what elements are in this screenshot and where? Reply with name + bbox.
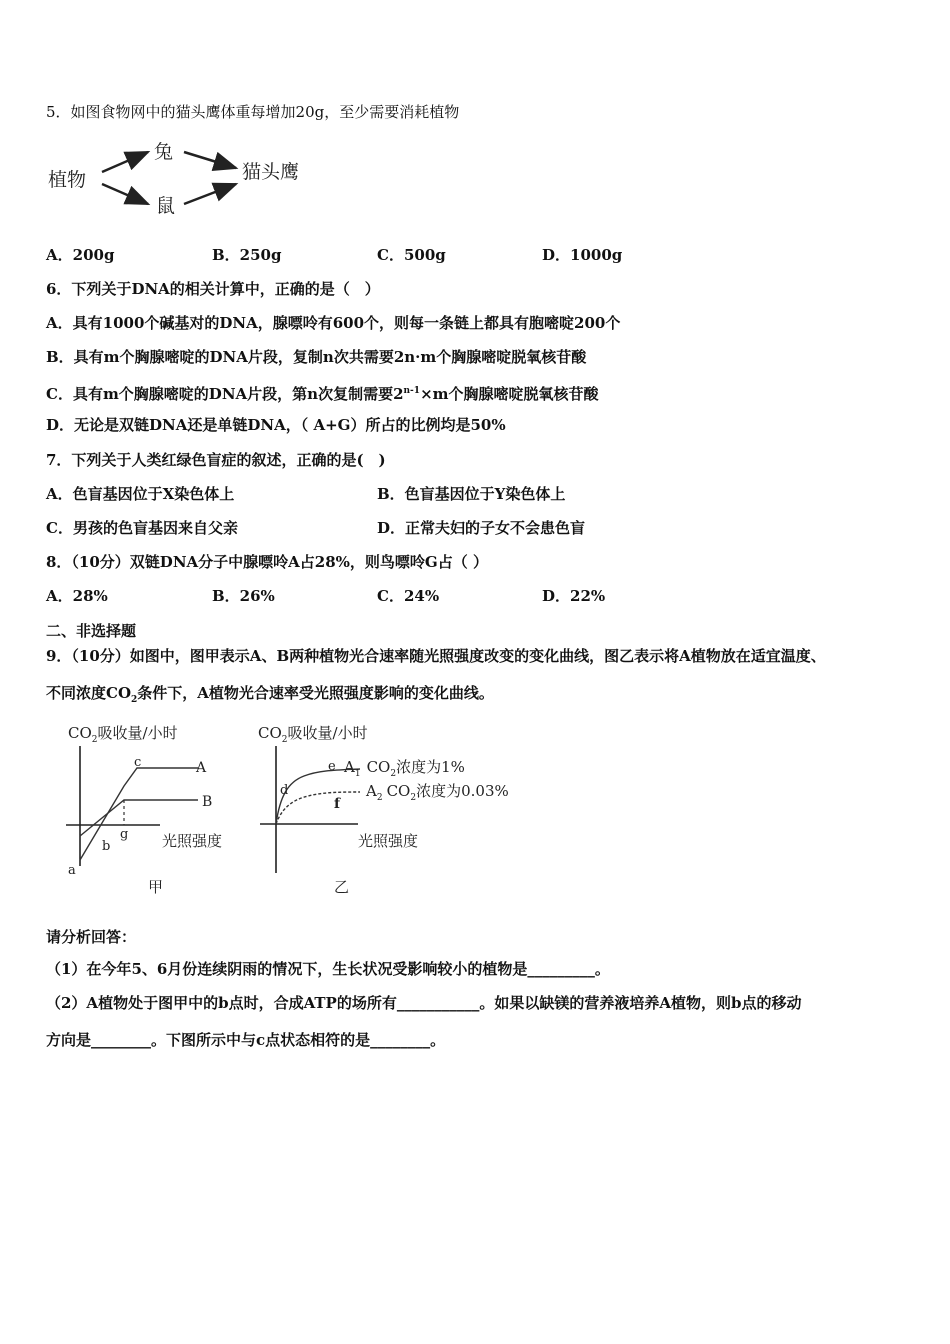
q7-stem: 7．下列关于人类红绿色盲症的叙述，正确的是( ) bbox=[46, 451, 386, 469]
jia-caption: 甲 bbox=[148, 878, 164, 896]
q9-part2-line2: 方向是________。下图所示中与c点状态相符的是________。 bbox=[46, 1031, 446, 1049]
jia-ylabel: $CO_2$吸收量/小时 bbox=[68, 724, 178, 745]
q9-part1: （1）在今年5、6月份连续阴雨的情况下，生长状况受影响较小的植物是_________。 bbox=[46, 960, 610, 978]
q7-option-d: D．正常夫妇的子女不会患色盲 bbox=[377, 519, 586, 537]
yi-label-f: f bbox=[334, 796, 341, 812]
arrow-plant-mouse bbox=[102, 184, 148, 204]
q9-stem-line1: 9．（10分）如图中，图甲表示A、B两种植物光合速率随光照强度改变的变化曲线，图乙表示将A植物放在适宜温度、 bbox=[46, 647, 826, 665]
q5-option-b: B．250g bbox=[212, 246, 282, 264]
q7-option-a: A．色盲基因位于X染色体上 bbox=[46, 485, 235, 503]
q5-option-c: C．500g bbox=[377, 246, 446, 264]
arrow-rabbit-owl bbox=[184, 152, 236, 168]
jia-label-c: c bbox=[134, 755, 142, 770]
q6-option-c: C．具有m个胸腺嘧啶的DNA片段，第n次复制需要$2^{n-1}\times m$个胸腺嘧啶脱氧核苷酸 bbox=[46, 385, 599, 403]
q8-option-a: A．28% bbox=[46, 587, 108, 605]
web-mouse: 鼠 bbox=[156, 195, 176, 217]
q6-option-b: B．具有m个胸腺嘧啶的DNA片段，复制n次共需要2n·m个胸腺嘧啶脱氧核苷酸 bbox=[46, 348, 587, 366]
q5-option-a: A．200g bbox=[46, 246, 115, 264]
yi-curve-a1 bbox=[276, 769, 360, 824]
jia-label-b: b bbox=[102, 839, 111, 854]
web-owl: 猫头鹰 bbox=[242, 161, 300, 183]
q7-options-row2 bbox=[46, 518, 585, 538]
q7-option-c: C．男孩的色盲基因来自父亲 bbox=[46, 519, 238, 537]
yi-legend-a1: $A_1$ $CO_2$浓度为1% bbox=[344, 758, 465, 779]
figure-yi bbox=[256, 718, 536, 898]
arrow-plant-rabbit bbox=[102, 152, 148, 172]
jia-xlabel: 光照强度 bbox=[162, 832, 223, 850]
yi-label-d: d bbox=[280, 783, 289, 798]
q7-option-b: B．色盲基因位于Y染色体上 bbox=[377, 485, 566, 503]
yi-legend-a2: $A_2$ $CO_2$浓度为0.03% bbox=[366, 782, 509, 803]
food-web-diagram bbox=[44, 138, 314, 220]
q9-part2-line1: （2）A植物处于图甲中的b点时，合成ATP的场所有___________。如果以缺镁的营养液培养A植物，则b点的移动 bbox=[46, 994, 802, 1012]
q8-stem: 8．（10分）双链DNA分子中腺嘌呤A占28%，则鸟嘌呤G占（ ） bbox=[46, 553, 488, 571]
q6-option-d: D．无论是双链DNA还是单链DNA，（ A+G）所占的比例均是50% bbox=[46, 416, 506, 434]
q9-prompt: 请分析回答： bbox=[46, 928, 137, 946]
q8-option-d: D．22% bbox=[542, 587, 606, 605]
jia-label-B: B bbox=[202, 794, 213, 810]
yi-xlabel: 光照强度 bbox=[358, 832, 419, 850]
figure-jia bbox=[62, 718, 252, 898]
jia-label-g: g bbox=[120, 827, 129, 842]
q8-option-c: C．24% bbox=[377, 587, 440, 605]
q5-stem: 5．如图食物网中的猫头鹰体重每增加20g，至少需要消耗植物 bbox=[46, 103, 460, 121]
q5-options bbox=[46, 245, 622, 265]
q9-stem-line2: 不同浓度$CO_2$条件下，A植物光合速率受光照强度影响的变化曲线。 bbox=[46, 684, 494, 705]
web-plant: 植物 bbox=[48, 169, 87, 191]
arrow-mouse-owl bbox=[184, 184, 236, 204]
yi-curve-a2 bbox=[276, 792, 360, 824]
section-heading: 二、非选择题 bbox=[46, 622, 137, 640]
jia-label-A: A bbox=[196, 760, 207, 776]
q6-stem: 6．下列关于DNA的相关计算中，正确的是（ ） bbox=[46, 280, 380, 298]
q6-option-a: A．具有1000个碱基对的DNA，腺嘌呤有600个，则每一条链上都具有胞嘧啶200个 bbox=[46, 314, 621, 332]
q8-options bbox=[46, 586, 605, 606]
q8-option-b: B．26% bbox=[212, 587, 275, 605]
yi-label-e: e bbox=[328, 759, 336, 774]
yi-caption: 乙 bbox=[334, 878, 350, 896]
q5-option-d: D．1000g bbox=[542, 246, 623, 264]
q7-options-row1 bbox=[46, 484, 565, 504]
yi-ylabel: $CO_2$吸收量/小时 bbox=[258, 724, 368, 745]
web-rabbit: 兔 bbox=[154, 141, 174, 163]
jia-label-a: a bbox=[68, 863, 76, 878]
